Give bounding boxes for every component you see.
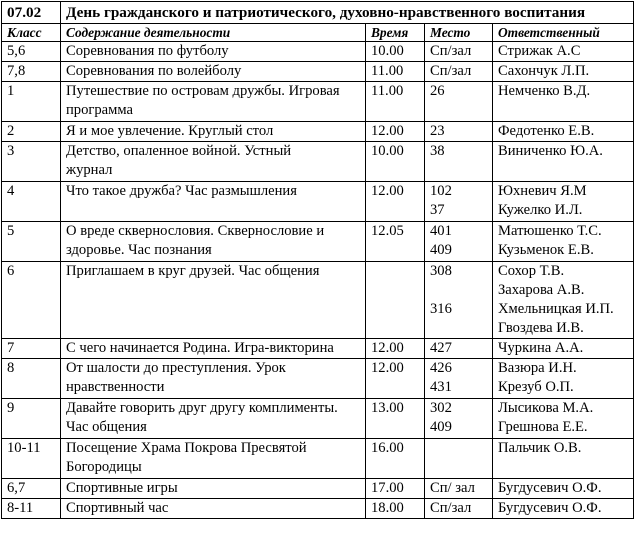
cell-line: Кузьменок Е.В. <box>498 242 594 258</box>
cell-line: 316 <box>430 301 452 317</box>
cell-place <box>425 82 493 122</box>
cell-time: 12.00 <box>366 182 425 222</box>
cell-line: Соревнования по волейболу <box>66 63 242 79</box>
cell-line: Посещение Храма Покрова Пресвятой <box>66 440 307 456</box>
table-row <box>2 82 634 122</box>
cell-class: 9 <box>2 399 61 439</box>
cell-line: 308 <box>430 263 452 279</box>
cell-line: здоровье. Час познания <box>66 242 212 258</box>
cell-line: Сп/зал <box>430 43 472 59</box>
cell-activity <box>61 439 366 479</box>
cell-responsible <box>493 62 634 82</box>
cell-line: Юхневич Я.М <box>498 183 587 199</box>
cell-place <box>425 339 493 359</box>
table-row <box>2 182 634 222</box>
cell-time: 18.00 <box>366 499 425 519</box>
cell-line: 302 <box>430 400 452 416</box>
cell-line: Крезуб О.П. <box>498 379 574 395</box>
col-header-place: Место <box>425 24 493 42</box>
table-row <box>2 42 634 62</box>
cell-place <box>425 439 493 479</box>
cell-responsible <box>493 399 634 439</box>
cell-activity <box>61 142 366 182</box>
schedule-table <box>1 1 634 519</box>
cell-responsible <box>493 142 634 182</box>
cell-time: 12.00 <box>366 339 425 359</box>
cell-line: 38 <box>430 143 445 159</box>
cell-line: Давайте говорить друг другу комплименты. <box>66 400 338 416</box>
cell-line: 409 <box>430 419 452 435</box>
cell-responsible <box>493 479 634 499</box>
table-row <box>2 339 634 359</box>
cell-activity <box>61 182 366 222</box>
cell-line: Грешнова Е.Е. <box>498 419 588 435</box>
cell-class: 8-11 <box>2 499 61 519</box>
cell-time <box>366 262 425 339</box>
cell-time: 17.00 <box>366 479 425 499</box>
cell-line: Бугдусевич О.Ф. <box>498 500 602 516</box>
cell-line: 102 <box>430 183 452 199</box>
cell-line: Гвоздева И.В. <box>498 320 584 336</box>
cell-line: Кужелко И.Л. <box>498 202 583 218</box>
cell-class: 7,8 <box>2 62 61 82</box>
cell-line <box>430 281 492 300</box>
cell-time: 11.00 <box>366 62 425 82</box>
cell-line: Детство, опаленное войной. Устный <box>66 143 292 159</box>
cell-line: Приглашаем в круг друзей. Час общения <box>66 263 320 279</box>
cell-activity <box>61 399 366 439</box>
cell-place <box>425 182 493 222</box>
cell-time: 10.00 <box>366 142 425 182</box>
cell-activity <box>61 122 366 142</box>
cell-line: Спортивные игры <box>66 480 178 496</box>
cell-line: 26 <box>430 83 445 99</box>
cell-time: 12.00 <box>366 359 425 399</box>
table-row <box>2 262 634 339</box>
cell-class: 10-11 <box>2 439 61 479</box>
header-row <box>2 24 634 42</box>
cell-line: 37 <box>430 202 445 218</box>
cell-place <box>425 222 493 262</box>
cell-responsible <box>493 82 634 122</box>
cell-place <box>425 359 493 399</box>
col-header-activity: Содержание деятельности <box>61 24 366 42</box>
cell-line: Час общения <box>66 419 147 435</box>
cell-line: Спортивный час <box>66 500 169 516</box>
table-row <box>2 359 634 399</box>
cell-line: Сахончук Л.П. <box>498 63 590 79</box>
cell-line: 431 <box>430 379 452 395</box>
cell-activity <box>61 262 366 339</box>
cell-activity <box>61 222 366 262</box>
col-header-responsible: Ответственный <box>493 24 634 42</box>
cell-class: 8 <box>2 359 61 399</box>
cell-line: От шалости до преступления. Урок <box>66 360 286 376</box>
cell-line: Сп/зал <box>430 500 472 516</box>
cell-line: Федотенко Е.В. <box>498 123 595 139</box>
cell-responsible <box>493 122 634 142</box>
cell-line: С чего начинается Родина. Игра-викторина <box>66 340 334 356</box>
cell-line: Лысикова М.А. <box>498 400 594 416</box>
cell-activity <box>61 82 366 122</box>
cell-responsible <box>493 499 634 519</box>
cell-responsible <box>493 339 634 359</box>
date-cell: 07.02 <box>2 2 61 24</box>
cell-line <box>430 319 492 338</box>
cell-line: Матюшенко Т.С. <box>498 223 602 239</box>
cell-class: 7 <box>2 339 61 359</box>
cell-line: Соревнования по футболу <box>66 43 229 59</box>
cell-place <box>425 479 493 499</box>
cell-time: 12.00 <box>366 122 425 142</box>
cell-activity <box>61 479 366 499</box>
cell-line: Путешествие по островам дружбы. Игровая <box>66 83 340 99</box>
title-row <box>2 2 634 24</box>
cell-line: 426 <box>430 360 452 376</box>
cell-place <box>425 499 493 519</box>
cell-line: нравственности <box>66 379 165 395</box>
cell-activity <box>61 499 366 519</box>
cell-line: Пальчик О.В. <box>498 440 582 456</box>
cell-line: Захарова А.В. <box>498 282 585 298</box>
cell-line: 401 <box>430 223 452 239</box>
cell-time: 10.00 <box>366 42 425 62</box>
table-row <box>2 222 634 262</box>
cell-responsible <box>493 262 634 339</box>
cell-activity <box>61 42 366 62</box>
cell-time: 16.00 <box>366 439 425 479</box>
cell-line: Хмельницкая И.П. <box>498 301 614 317</box>
cell-line: 427 <box>430 340 452 356</box>
day-title: День гражданского и патриотического, духовно-нравственного воспитания <box>61 2 634 24</box>
cell-line: Вазюра И.Н. <box>498 360 577 376</box>
cell-class: 6,7 <box>2 479 61 499</box>
cell-activity <box>61 62 366 82</box>
cell-class: 2 <box>2 122 61 142</box>
cell-line: 409 <box>430 242 452 258</box>
cell-place <box>425 62 493 82</box>
cell-class: 3 <box>2 142 61 182</box>
cell-responsible <box>493 42 634 62</box>
cell-place <box>425 399 493 439</box>
cell-activity <box>61 339 366 359</box>
cell-time: 13.00 <box>366 399 425 439</box>
cell-responsible <box>493 359 634 399</box>
cell-class: 6 <box>2 262 61 339</box>
cell-class: 5 <box>2 222 61 262</box>
table-row <box>2 62 634 82</box>
cell-line: Сп/ зал <box>430 480 475 496</box>
cell-line: Богородицы <box>66 459 142 475</box>
cell-line: Сп/зал <box>430 63 472 79</box>
cell-place <box>425 122 493 142</box>
cell-class: 5,6 <box>2 42 61 62</box>
schedule-body <box>2 2 634 519</box>
cell-line: Что такое дружба? Час размышления <box>66 183 297 199</box>
cell-line: программа <box>66 102 134 118</box>
cell-line: Сохор Т.В. <box>498 263 565 279</box>
cell-line: Я и мое увлечение. Круглый стол <box>66 123 274 139</box>
col-header-class: Класс <box>2 24 61 42</box>
table-row <box>2 399 634 439</box>
cell-responsible <box>493 222 634 262</box>
cell-place <box>425 142 493 182</box>
cell-place <box>425 42 493 62</box>
table-row <box>2 122 634 142</box>
cell-responsible <box>493 439 634 479</box>
table-row <box>2 499 634 519</box>
cell-activity <box>61 359 366 399</box>
table-row <box>2 439 634 479</box>
cell-class: 4 <box>2 182 61 222</box>
cell-class: 1 <box>2 82 61 122</box>
cell-time: 12.05 <box>366 222 425 262</box>
col-header-time: Время <box>366 24 425 42</box>
table-row <box>2 479 634 499</box>
cell-line: Стрижак А.С <box>498 43 581 59</box>
cell-line: Виниченко Ю.А. <box>498 143 603 159</box>
cell-line: О вреде сквернословия. Сквернословие и <box>66 223 325 239</box>
cell-line: журнал <box>66 162 113 178</box>
cell-line: Чуркина А.А. <box>498 340 584 356</box>
cell-line <box>430 439 492 458</box>
cell-time: 11.00 <box>366 82 425 122</box>
cell-line: Немченко В.Д. <box>498 83 591 99</box>
table-row <box>2 142 634 182</box>
cell-line: 23 <box>430 123 445 139</box>
cell-place <box>425 262 493 339</box>
cell-line: Бугдусевич О.Ф. <box>498 480 602 496</box>
cell-responsible <box>493 182 634 222</box>
